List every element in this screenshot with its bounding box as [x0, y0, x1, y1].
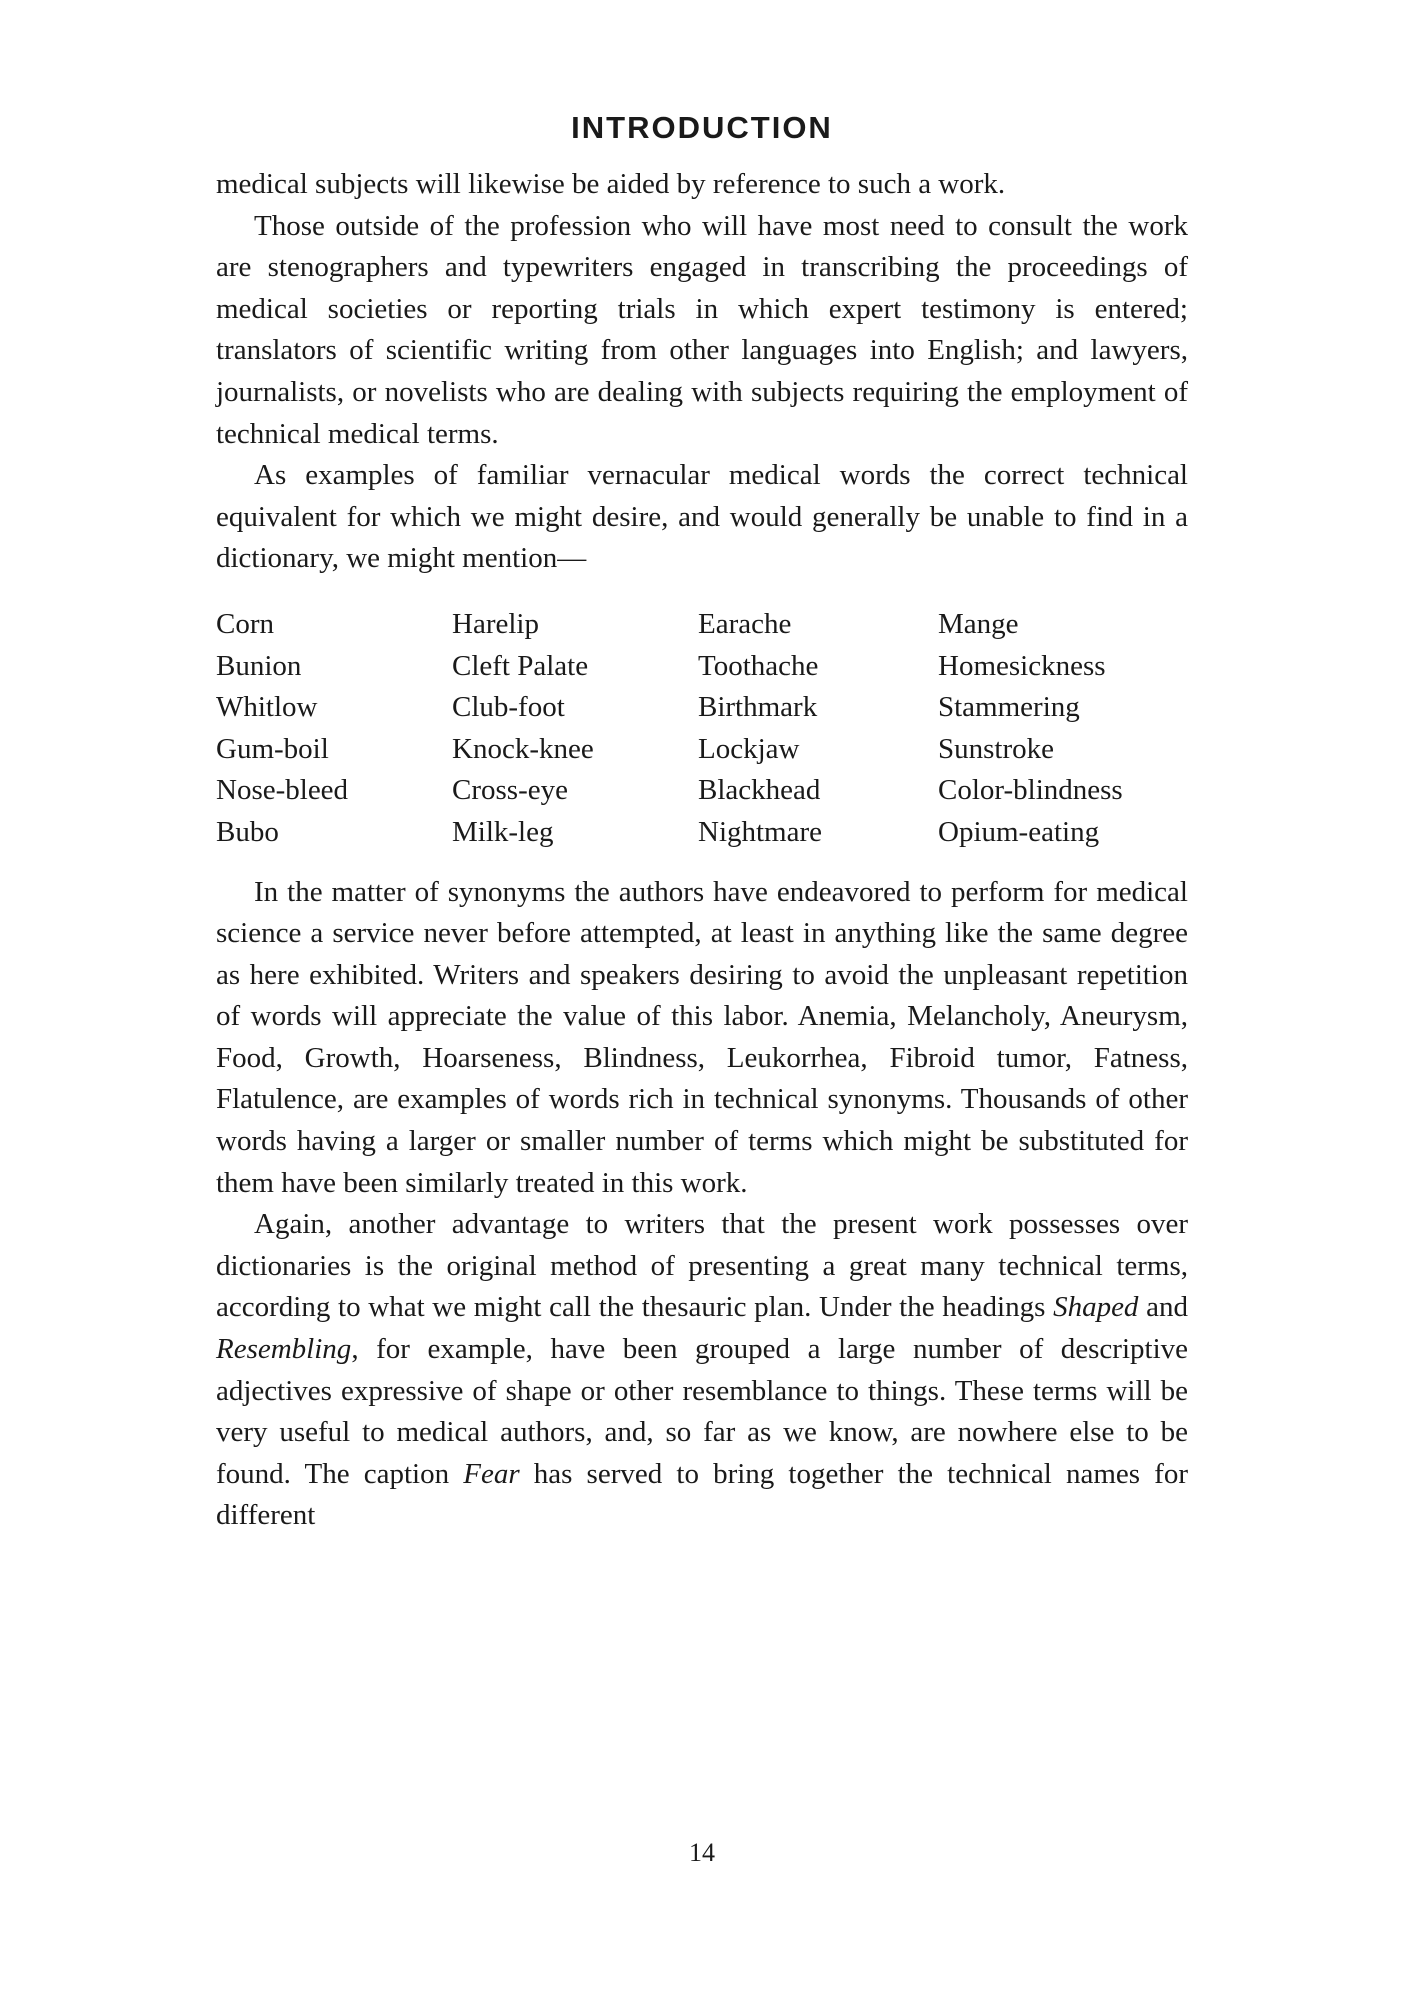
word-list-item: Harelip	[452, 607, 539, 640]
paragraph-5-text: Again, another advantage to writers that the present work possesses over dictionaries is the original method of presenting a great many technical terms, according to what we might call the thesauric plan. Under the headings	[216, 1208, 1188, 1324]
paragraph-5-text: , for example, have been grouped a large number of descriptive adjectives expressive of shape or other resemblance to things. These terms will be very useful to medical authors, and, so far as we know, are nowhere else to be found. The caption	[216, 1333, 1188, 1490]
word-list-item: Whitlow	[216, 691, 318, 724]
word-list-item: Color-blindness	[938, 774, 1123, 807]
word-list-item: Stammering	[938, 691, 1080, 724]
word-list-item: Mange	[938, 607, 1019, 640]
word-list-item: Blackhead	[698, 774, 821, 807]
book-page	[216, 110, 1188, 1537]
word-list-item: Nightmare	[698, 815, 823, 848]
word-list-item: Corn	[216, 607, 274, 640]
word-list-item: Nose-bleed	[216, 774, 349, 807]
paragraph-5	[216, 1204, 1188, 1537]
paragraph-1: medical subjects will likewise be aided by reference to such a work.	[216, 168, 1006, 200]
word-list-item: Earache	[698, 607, 792, 640]
running-head: INTRODUCTION	[571, 110, 833, 145]
italic-term-resembling: Resembling	[216, 1333, 352, 1366]
word-list-item: Toothache	[698, 649, 819, 682]
word-list-item: Sunstroke	[938, 732, 1054, 765]
italic-term-fear: Fear	[463, 1457, 520, 1490]
italic-term-shaped: Shaped	[1053, 1291, 1139, 1324]
word-list-item: Knock-knee	[452, 732, 594, 765]
word-list-item: Milk-leg	[452, 815, 554, 848]
word-list-item: Birthmark	[698, 691, 818, 724]
word-list-item: Club-foot	[452, 691, 565, 724]
word-list-item: Cross-eye	[452, 774, 568, 807]
word-list-item: Bubo	[216, 815, 279, 848]
word-list-item: Cleft Palate	[452, 649, 589, 682]
vernacular-word-list	[216, 604, 1188, 854]
word-list-item: Homesickness	[938, 649, 1106, 682]
word-list-item: Lockjaw	[698, 732, 800, 765]
paragraph-2: Those outside of the profession who will have most need to consult the work are stenographers and typewriters engaged in transcribing the proceedings of medical societies or reporting trials in which expert testimony is entered; translators of scientific writing from other languages into English; and lawyers, journalists, or novelists who are dealing with subjects requiring the employment of technical medical terms.	[216, 209, 1188, 450]
page-number: 14	[689, 1838, 715, 1867]
paragraph-5-text: has served to bring together the technical names for different	[216, 1457, 1188, 1532]
word-list-item: Opium-eating	[938, 815, 1100, 848]
paragraph-3: As examples of familiar vernacular medical words the correct technical equivalent for which we might desire, and would generally be unable to find in a dictionary, we might mention—	[216, 459, 1188, 575]
word-list-item: Gum-boil	[216, 732, 329, 765]
word-list-item: Bunion	[216, 649, 302, 682]
paragraph-4: In the matter of synonyms the authors have endeavored to perform for medical science a service never before attempted, at least in anything like the same degree as here exhibited. Writers and speakers desiring to avoid the unpleasant repetition of words will appreciate the value of this labor. Anemia, Melancholy, Aneurysm, Food, Growth, Hoarseness, Blindness, Leukorrhea, Fibroid tumor, Fatness, Flatulence, are examples of words rich in technical synonyms. Thousands of other words having a larger or smaller number of terms which might be substituted for them have been similarly treated in this work.	[216, 875, 1188, 1199]
paragraph-5-text: and	[1138, 1291, 1188, 1324]
